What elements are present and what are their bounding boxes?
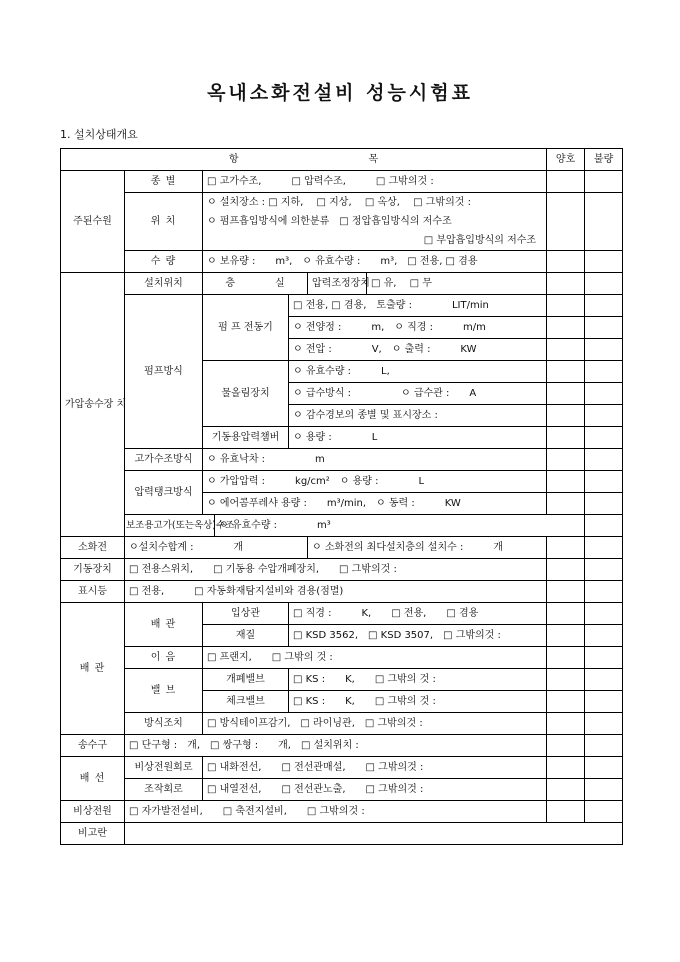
install-location-value: 층 실 [203, 273, 308, 295]
indicator-row [61, 581, 623, 603]
pressure-install-row [61, 273, 623, 295]
valve-label: 밸 브 [125, 669, 203, 713]
source-type-label: 종 별 [125, 171, 203, 193]
priming-line-3: ㅇ 감수경보의 종별 및 표시장소 : [289, 405, 547, 427]
header-item-cell [61, 149, 547, 171]
check-bad[interactable] [585, 193, 623, 251]
check-bad[interactable] [585, 339, 623, 361]
check-bad[interactable] [585, 317, 623, 339]
emergency-circuit-value: □ 내화전선, □ 전선관매설, □ 그밖의것 : [203, 757, 547, 779]
check-good[interactable] [547, 691, 585, 713]
power-row [61, 801, 623, 823]
check-good[interactable] [547, 251, 585, 273]
hydrant-floor: ㅇ 소화전의 최다설치층의 설치수 : 개 [308, 537, 547, 559]
check-good[interactable] [547, 647, 585, 669]
gate-valve-value: □ KS : K, □ 그밖의 것 : [289, 669, 547, 691]
check-bad[interactable] [585, 405, 623, 427]
chamber-label: 기동용압력챔버 [203, 427, 289, 449]
remarks-label: 비고란 [61, 823, 125, 845]
install-location-label: 설치위치 [125, 273, 203, 295]
indicator-label: 표시등 [61, 581, 125, 603]
rust-value: □ 방식테이프감기, □ 라이닝관, □ 그밖의것 : [203, 713, 547, 735]
emergency-circuit-label: 비상전원회로 [125, 757, 203, 779]
check-good[interactable] [547, 317, 585, 339]
priming-label: 물올림장치 [203, 361, 289, 427]
check-good[interactable] [547, 193, 585, 251]
aux-label: 보조용고가(또는옥상)수조 [125, 515, 215, 537]
tank-line-2: ㅇ 에어콤푸레샤 용량 : m³/min, ㅇ 동력 : KW [203, 493, 547, 515]
hydrant-label: 소화전 [61, 537, 125, 559]
check-valve-label: 체크밸브 [203, 691, 289, 713]
remarks-field[interactable] [125, 823, 623, 845]
check-bad[interactable] [585, 493, 623, 515]
check-bad[interactable] [585, 779, 623, 801]
pump-method-label: 펌프방식 [125, 295, 203, 449]
source-amount-value: ㅇ 보유량 : m³, ㅇ 유효수량 : m³, □ 전용, □ 겸용 [203, 251, 547, 273]
check-good[interactable] [547, 669, 585, 691]
check-good[interactable] [547, 493, 585, 515]
starter-row [61, 559, 623, 581]
rust-label: 방식조치 [125, 713, 203, 735]
check-good[interactable] [547, 779, 585, 801]
priming-line-2: ㅇ 급수방식 : ㅇ 급수관 : A [289, 383, 547, 405]
check-bad[interactable] [585, 713, 623, 735]
piping-label: 배 관 [61, 603, 125, 735]
regulator-label: 압력조정장치 [308, 273, 367, 295]
outlet-value: □ 단구형 : 개, □ 쌍구형 : 개, □ 설치위치 : [125, 735, 547, 757]
aux-row [61, 515, 623, 537]
piping-joint-row [61, 647, 623, 669]
remarks-row [61, 823, 623, 845]
main-source-label: 주된수원 [61, 171, 125, 273]
source-location-value [203, 193, 547, 251]
tank-row-1 [61, 471, 623, 493]
pump-line-1: □ 전용, □ 겸용, 토출량 : LIT/min [289, 295, 547, 317]
header-good: 양호 [547, 149, 585, 171]
check-bad[interactable] [585, 801, 623, 823]
check-good[interactable] [547, 581, 585, 603]
riser-label: 입상관 [203, 603, 289, 625]
pump-line-3: ㅇ 전압 : V, ㅇ 출력 : KW [289, 339, 547, 361]
control-circuit-label: 조작회로 [125, 779, 203, 801]
header-item-a: 항 [228, 153, 239, 165]
main-source-location-row [61, 193, 623, 251]
gravity-row [61, 449, 623, 471]
material-label: 재질 [203, 625, 289, 647]
check-bad[interactable] [585, 603, 623, 625]
check-bad[interactable] [585, 625, 623, 647]
check-good[interactable] [547, 559, 585, 581]
chamber-value: ㅇ 용량 : L [289, 427, 547, 449]
check-good[interactable] [547, 757, 585, 779]
check-good[interactable] [547, 339, 585, 361]
check-good[interactable] [547, 383, 585, 405]
check-bad[interactable] [585, 735, 623, 757]
check-bad[interactable] [585, 647, 623, 669]
wiring-emergency-row [61, 757, 623, 779]
riser-value: □ 직경 : K, □ 전용, □ 겸용 [289, 603, 547, 625]
outlet-row [61, 735, 623, 757]
gate-valve-label: 개폐밸브 [203, 669, 289, 691]
check-good[interactable] [547, 449, 585, 471]
piping-rust-row [61, 713, 623, 735]
indicator-value: □ 전용, □ 자동화재탐지설비와 겸용(점멸) [125, 581, 547, 603]
pump-line-2: ㅇ 전양정 : m, ㅇ 직경 : m/m [289, 317, 547, 339]
check-bad[interactable] [585, 273, 623, 295]
location-line-1: ㅇ 설치장소 : □ 지하, □ 지상, □ 옥상, □ 그밖의것 : [207, 197, 471, 208]
pump-motor-label: 펌 프 전동기 [203, 295, 289, 361]
material-value: □ KSD 3562, □ KSD 3507, □ 그밖의것 : [289, 625, 547, 647]
location-line-2: ㅇ 펌프흡입방식에 의한분류 □ 정압흡입방식의 저수조 [207, 216, 452, 227]
section-heading: 1. 설치상태개요 [60, 128, 138, 141]
check-bad[interactable] [585, 171, 623, 193]
check-good[interactable] [585, 515, 623, 537]
check-good[interactable] [547, 603, 585, 625]
main-source-type-row [61, 171, 623, 193]
regulator-value: □ 유, □ 무 [367, 273, 547, 295]
source-amount-label: 수 량 [125, 251, 203, 273]
joint-value: □ 프랜지, □ 그밖의 것 : [203, 647, 547, 669]
page-title: 옥내소화전설비 성능시험표 [207, 82, 473, 104]
hydrant-total: ㅇ설치수합계 : 개 [125, 537, 308, 559]
source-location-label: 위 치 [125, 193, 203, 251]
check-bad[interactable] [585, 757, 623, 779]
header-item-b: 목 [368, 153, 379, 165]
check-good[interactable] [547, 735, 585, 757]
outlet-label: 송수구 [61, 735, 125, 757]
tank-line-1: ㅇ 가압압력 : kg/cm² ㅇ 용량 : L [203, 471, 547, 493]
check-good[interactable] [547, 625, 585, 647]
check-good[interactable] [547, 427, 585, 449]
check-bad[interactable] [585, 669, 623, 691]
check-bad[interactable] [585, 471, 623, 493]
joint-label: 이 음 [125, 647, 203, 669]
check-bad[interactable] [585, 449, 623, 471]
check-good[interactable] [547, 361, 585, 383]
check-bad[interactable] [585, 295, 623, 317]
check-good[interactable] [547, 713, 585, 735]
check-good[interactable] [547, 171, 585, 193]
control-circuit-value: □ 내열전선, □ 전선관노출, □ 그밖의것 : [203, 779, 547, 801]
power-value: □ 자가발전설비, □ 축전지설비, □ 그밖의것 : [125, 801, 547, 823]
header-row [61, 149, 623, 171]
tank-label: 압력탱크방식 [125, 471, 203, 515]
power-label: 비상전원 [61, 801, 125, 823]
pressure-label: 가압송수장 치 [61, 273, 125, 537]
pipe-label: 배 관 [125, 603, 203, 647]
header-bad: 불량 [585, 149, 623, 171]
check-bad[interactable] [585, 251, 623, 273]
check-bad[interactable] [585, 581, 623, 603]
check-good[interactable] [547, 405, 585, 427]
gravity-label: 고가수조방식 [125, 449, 203, 471]
main-source-amount-row [61, 251, 623, 273]
check-bad[interactable] [585, 383, 623, 405]
pump-row-1 [61, 295, 623, 317]
piping-riser-row [61, 603, 623, 625]
check-bad[interactable] [585, 691, 623, 713]
check-bad[interactable] [585, 537, 623, 559]
check-bad[interactable] [585, 427, 623, 449]
check-bad[interactable] [585, 559, 623, 581]
check-valve-value: □ KS : K, □ 그밖의 것 : [289, 691, 547, 713]
performance-test-table [60, 148, 623, 845]
hydrant-row [61, 537, 623, 559]
wiring-label: 배 선 [61, 757, 125, 801]
check-good[interactable] [547, 537, 585, 559]
wiring-control-row [61, 779, 623, 801]
source-type-value: □ 고가수조, □ 압력수조, □ 그밖의것 : [203, 171, 547, 193]
aux-value: ㅇ 유효수량 : m³ [215, 515, 585, 537]
priming-line-1: ㅇ 유효수량 : L, [289, 361, 547, 383]
starter-label: 기동장치 [61, 559, 125, 581]
check-good[interactable] [547, 273, 585, 295]
location-line-3: □ 부압흡입방식의 저수조 [423, 235, 537, 246]
check-good[interactable] [547, 471, 585, 493]
starter-value: □ 전용스위치, □ 기동용 수압개폐장치, □ 그밖의것 : [125, 559, 547, 581]
piping-gate-valve-row [61, 669, 623, 691]
gravity-value: ㅇ 유효낙차 : m [203, 449, 547, 471]
check-good[interactable] [547, 295, 585, 317]
check-good[interactable] [547, 801, 585, 823]
check-bad[interactable] [585, 361, 623, 383]
